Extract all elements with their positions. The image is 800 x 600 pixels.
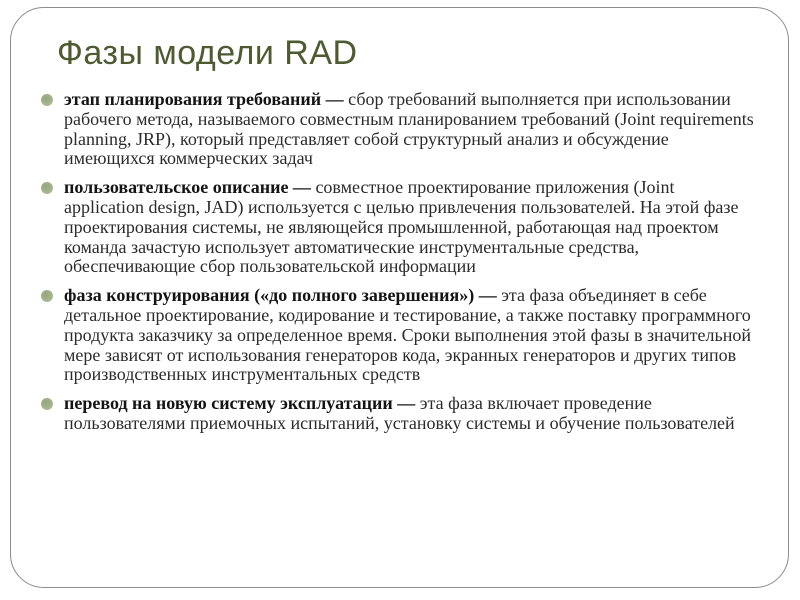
bullet-item-cutover [40, 394, 756, 434]
bullet-circle-icon [41, 290, 53, 302]
bullet-list [40, 90, 756, 443]
bullet-text [64, 286, 756, 385]
bullet-circle-icon [41, 398, 53, 410]
bullet-circle-icon [41, 182, 53, 194]
bullet-lead: этап планирования требований — [64, 89, 344, 109]
bullet-lead: перевод на новую систему эксплуатации — [64, 393, 416, 414]
bullet-lead: пользовательское описание — [64, 177, 311, 198]
bullet-lead: фаза конструирования («до полного завершения») — [64, 285, 497, 306]
page-title: Фазы модели RAD [57, 34, 358, 72]
bullet-circle-icon [41, 94, 53, 106]
bullet-body: эта фаза объединяет в себе детальное проектирование, кодирование и тестирование, а также поставку программного продукта заказчику за определенное время. Сроки выполнения этой фазы в значительной мере зависят от использования генераторов кода, экранных генераторов и других типов производственных инструментальных средств [64, 285, 751, 385]
bullet-item-user-design [40, 178, 756, 277]
bullet-text [64, 394, 756, 434]
bullet-text [64, 178, 756, 277]
bullet-text [64, 90, 756, 169]
bullet-body: совместное проектирование приложения (Joint application design, JAD) используется с целью привлечения пользователей. На этой фазе проектирования системы, не являющейся промышленной, работающая над проектом команда зачастую использует автоматические инструментальные средства, обеспечивающие сбор пользовательской информации [64, 177, 739, 277]
bullet-item-requirements-planning [40, 90, 756, 169]
bullet-body: эта фаза включает проведение пользователями приемочных испытаний, установку системы и обучение пользователей [64, 393, 735, 433]
bullet-item-construction [40, 286, 756, 385]
bullet-body: сбор требований выполняется при использовании рабочего метода, называемого совместным планированием требований (Joint requirements planning, JRP), который представляет собой структурный анализ и обсуждение имеющихся коммерческих задач [64, 89, 754, 169]
